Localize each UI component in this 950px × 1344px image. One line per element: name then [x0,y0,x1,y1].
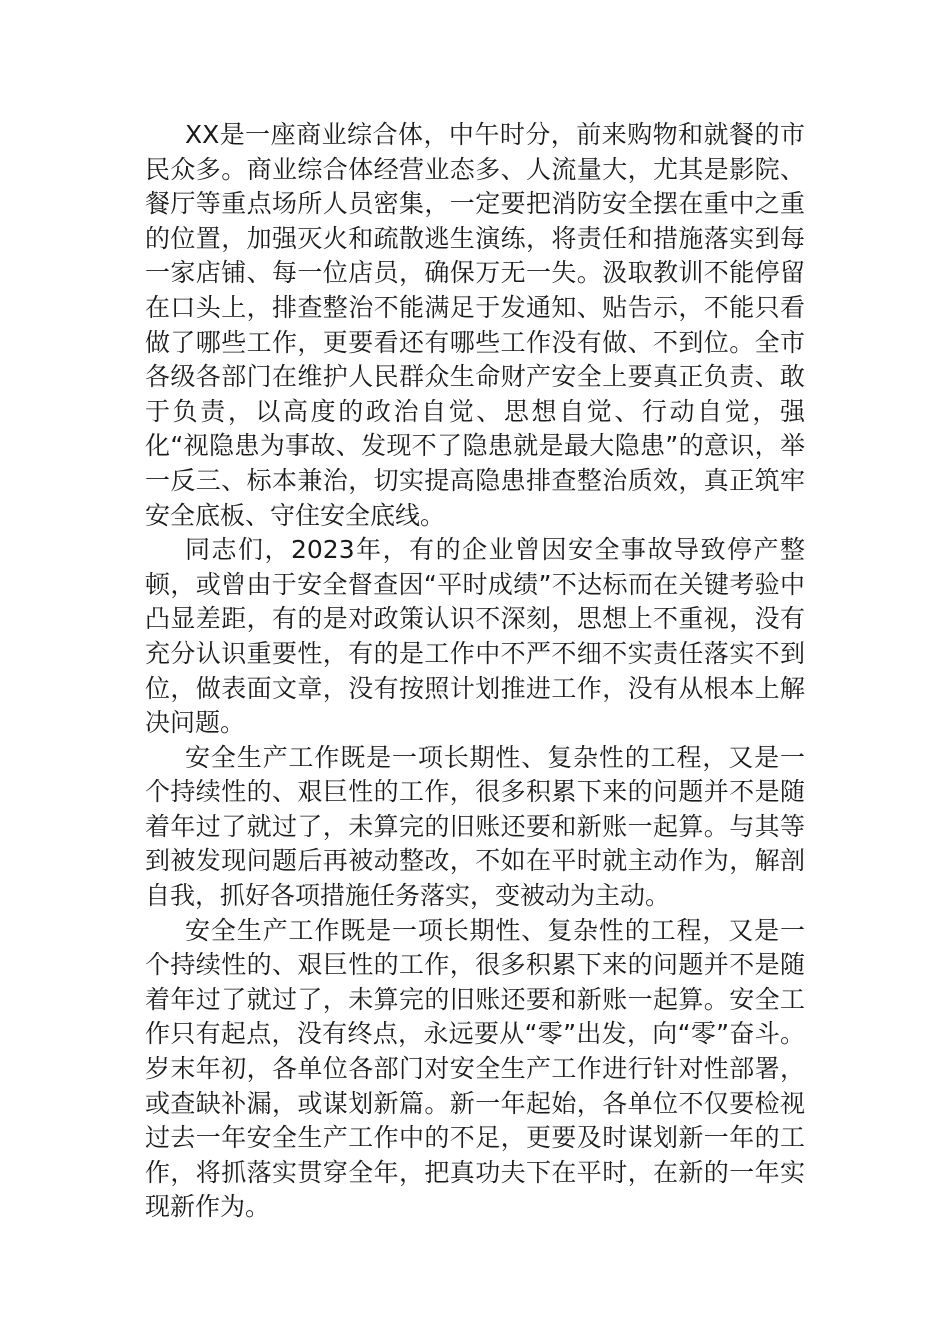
document-body [145,118,805,1225]
paragraph-3: 安全生产工作既是一项长期性、复杂性的工程，又是一个持续性的、艰巨性的工作，很多积累下来的问题并不是随着年过了就过了，未算完的旧账还要和新账一起算。与其等到被发现问题后再被动整改，不如在平时就主动作为，解剖自我，抓好各项措施任务落实，变被动为主动。 [145,742,805,911]
paragraph-4: 安全生产工作既是一项长期性、复杂性的工程，又是一个持续性的、艰巨性的工作，很多积累下来的问题并不是随着年过了就过了，未算完的旧账还要和新账一起算。安全工作只有起点，没有终点，永远要从“零”出发，向“零”奋斗。岁末年初，各单位各部门对安全生产工作进行针对性部署，或查缺补漏，或谋划新篇。新一年起始，各单位不仅要检视过去一年安全生产工作中的不足，更要及时谋划新一年的工作，将抓落实贯穿全年，把真功夫下在平时，在新的一年实现新作为。 [145,915,805,1222]
paragraph-2: 同志们，2023年，有的企业曾因安全事故导致停产整顿，或曾由于安全督查因“平时成绩”不达标而在关键考验中凸显差距，有的是对政策认识不深刻，思想上不重视，没有充分认识重要性，有的是工作中不严不细不实责任落实不到位，做表面文章，没有按照计划推进工作，没有从根本上解决问题。 [145,535,805,738]
paragraph-1: XX是一座商业综合体，中午时分，前来购物和就餐的市民众多。商业综合体经营业态多、人流量大，尤其是影院、餐厅等重点场所人员密集，一定要把消防安全摆在重中之重的位置，加强灭火和疏散逃生演练，将责任和措施落实到每一家店铺、每一位店员，确保万无一失。汲取教训不能停留在口头上，排查整治不能满足于发通知、贴告示，不能只看做了哪些工作，更要看还有哪些工作没有做、不到位。全市各级各部门在维护人民群众生命财产安全上要真正负责、敢于负责，以高度的政治自觉、思想自觉、行动自觉，强化“视隐患为事故、发现不了隐患就是最大隐患”的意识，举一反三、标本兼治，切实提高隐患排查整治质效，真正筑牢安全底板、守住安全底线。 [145,120,805,530]
